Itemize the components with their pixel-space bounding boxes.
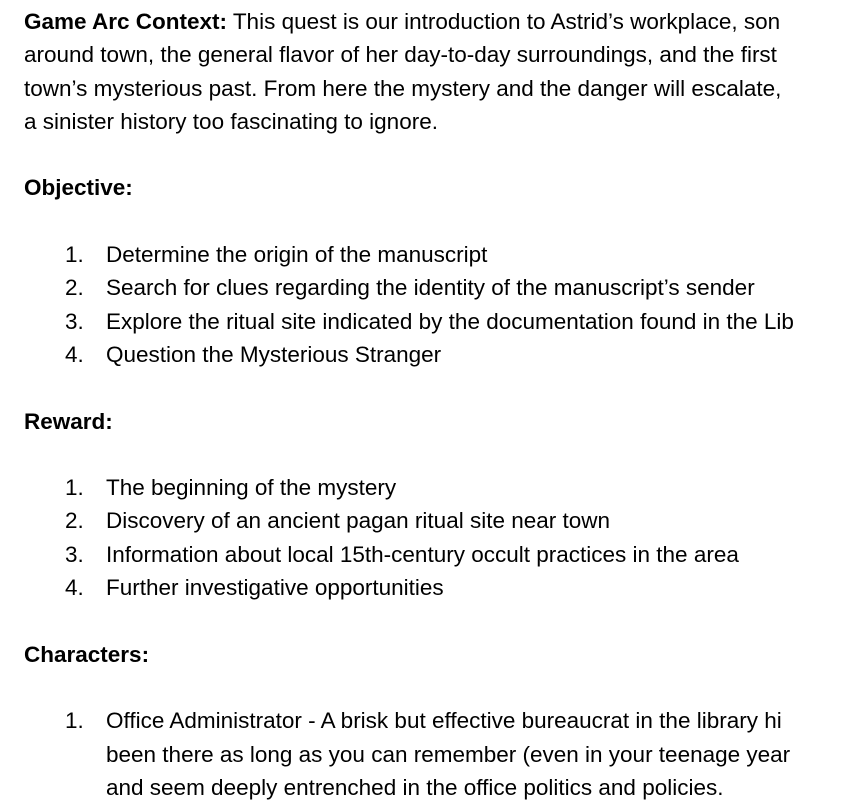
- context-line: around town, the general flavor of her day-to-day surroundings, and the first: [24, 42, 777, 68]
- characters-heading: Characters:: [24, 641, 150, 667]
- objective-item: [24, 305, 868, 338]
- spacer: [24, 371, 868, 404]
- document-page: [24, 5, 868, 804]
- item-text-line: and seem deeply entrenched in the office politics and policies.: [106, 774, 724, 800]
- item-number: 2.: [65, 275, 84, 301]
- objective-list: [24, 238, 868, 371]
- item-number: 1.: [65, 242, 84, 268]
- context-label: Game Arc Context:: [24, 9, 227, 34]
- context-text: This quest is our introduction to Astrid’s workplace, son: [226, 9, 781, 34]
- item-text-line: Office Administrator - A brisk but effective bureaucrat in the library hi: [106, 708, 782, 734]
- item-number: 4.: [65, 575, 84, 601]
- context-line: a sinister history too fascinating to ignore.: [24, 108, 438, 134]
- item-number: 3.: [65, 308, 84, 334]
- item-text: Search for clues regarding the identity of the manuscript’s sender: [106, 275, 755, 301]
- item-text: The beginning of the mystery: [106, 475, 397, 501]
- context-line: [24, 5, 868, 38]
- spacer: [24, 205, 868, 238]
- item-text: Question the Mysterious Stranger: [106, 341, 442, 367]
- item-text: Further investigative opportunities: [106, 575, 444, 601]
- item-text-line: been there as long as you can remember (even in your teenage year: [106, 741, 791, 767]
- reward-item: [24, 571, 868, 604]
- objective-item: [24, 338, 868, 371]
- reward-list: [24, 471, 868, 604]
- item-number: 1.: [65, 708, 84, 734]
- item-number: 4.: [65, 341, 84, 367]
- objective-item: [24, 271, 868, 304]
- spacer: [24, 438, 868, 471]
- reward-heading: Reward:: [24, 408, 113, 434]
- reward-item: [24, 504, 868, 537]
- characters-list: [24, 704, 868, 804]
- context-line: town’s mysterious past. From here the mystery and the danger will escalate,: [24, 75, 782, 101]
- spacer: [24, 604, 868, 637]
- item-number: 3.: [65, 541, 84, 567]
- item-text: Discovery of an ancient pagan ritual site near town: [106, 508, 611, 534]
- reward-item: [24, 471, 868, 504]
- reward-item: [24, 538, 868, 571]
- item-text: Explore the ritual site indicated by the documentation found in the Lib: [106, 308, 794, 334]
- objective-item: [24, 238, 868, 271]
- item-number: 2.: [65, 508, 84, 534]
- item-text: Information about local 15th-century occult practices in the area: [106, 541, 739, 567]
- character-item: [24, 704, 868, 804]
- spacer: [24, 671, 868, 704]
- objective-heading: Objective:: [24, 175, 133, 201]
- spacer: [24, 138, 868, 171]
- item-text: Determine the origin of the manuscript: [106, 242, 488, 268]
- context-paragraph: [24, 5, 868, 138]
- item-number: 1.: [65, 475, 84, 501]
